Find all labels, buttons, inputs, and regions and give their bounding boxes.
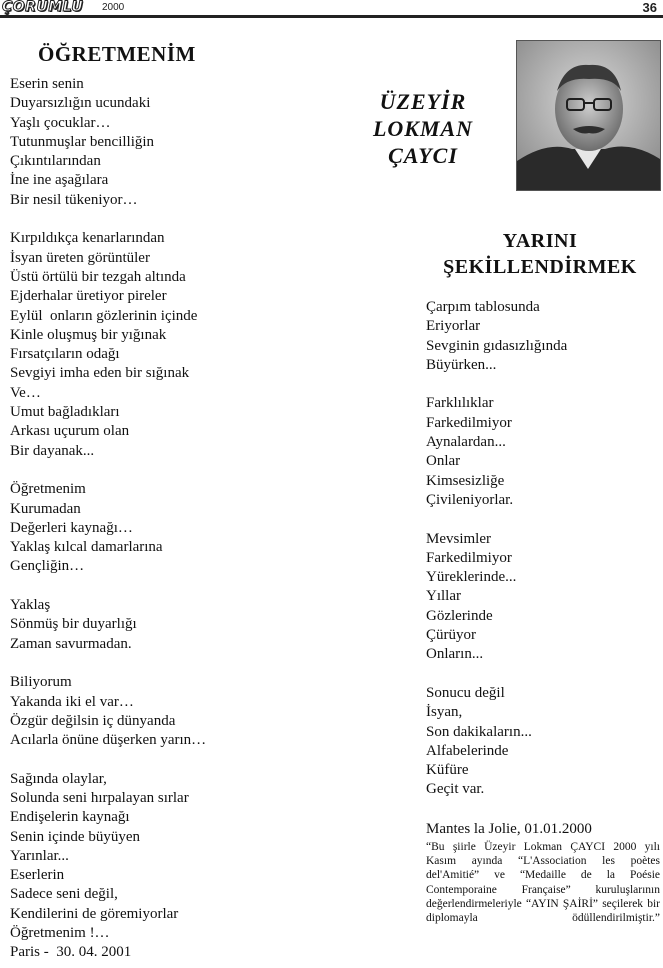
right-poem-line: Onlar bbox=[426, 453, 461, 470]
left-poem-line: Üstü örtülü bir tezgah altında bbox=[10, 268, 186, 285]
author-last-name: ÇAYCI bbox=[388, 143, 458, 168]
left-poem-line: Gençliğin… bbox=[10, 558, 85, 575]
left-poem-line: Eserlerin bbox=[10, 867, 65, 884]
right-poem-title bbox=[410, 228, 663, 280]
right-poem-line bbox=[426, 665, 567, 684]
right-poem-line: Sonucu değil bbox=[426, 684, 505, 701]
magazine-logo: ÇORUMLU bbox=[2, 0, 84, 15]
left-poem-line: Kurumadan bbox=[10, 500, 81, 517]
page-header bbox=[0, 0, 663, 18]
left-poem-body bbox=[10, 75, 206, 963]
left-poem-line: Özgür değilsin iç dünyanda bbox=[10, 712, 176, 729]
right-poem-line: Aynalardan... bbox=[426, 434, 506, 451]
left-poem-line: Değerleri kaynağı… bbox=[10, 519, 133, 536]
left-poem-title: ÖĞRETMENİM bbox=[38, 42, 196, 66]
left-poem-line: Tutunmuşlar bencilliğin bbox=[10, 133, 155, 150]
left-poem-line: Kinle oluşmuş bir yığınak bbox=[10, 326, 167, 343]
left-poem-line: Öğretmenim !… bbox=[10, 925, 110, 942]
left-poem-line: Sadece seni değil, bbox=[10, 886, 118, 903]
left-poem-line: Kendilerini de göremiyorlar bbox=[10, 905, 179, 922]
header-rule bbox=[0, 15, 663, 18]
left-poem-line: Bir dayanak... bbox=[10, 442, 95, 459]
right-poem-title-line2: ŞEKİLLENDİRMEK bbox=[443, 256, 637, 278]
left-poem-line: İne ine aşağılara bbox=[10, 172, 109, 189]
left-poem-line: Öğretmenim bbox=[10, 481, 86, 498]
left-poem-line bbox=[10, 750, 206, 769]
author-first-name: ÜZEYİR bbox=[379, 89, 467, 114]
left-poem-line: Eserin senin bbox=[10, 76, 84, 92]
left-poem-line bbox=[10, 654, 206, 673]
right-poem-line: Mevsimler bbox=[426, 530, 491, 547]
right-poem-line bbox=[426, 375, 567, 394]
left-poem-line: Yaşlı çocuklar… bbox=[10, 114, 111, 131]
right-poem-line: Sevginin gıdasızlığında bbox=[426, 337, 568, 354]
left-poem-line: Arkası uçurum olan bbox=[10, 423, 130, 440]
left-poem-line: Yaklaş kılcal damarlarına bbox=[10, 539, 163, 556]
right-poem-line: Büyürken... bbox=[426, 356, 497, 373]
left-poem-line: Eylül onların gözlerinin içinde bbox=[10, 307, 198, 324]
left-poem-line bbox=[10, 461, 206, 480]
left-poem-line: Duyarsızlığın ucundaki bbox=[10, 95, 151, 112]
left-poem-line: İsyan üreten görüntüler bbox=[10, 249, 150, 266]
left-poem-line: Çıkıntılarından bbox=[10, 153, 101, 170]
left-poem-line: Bir nesil tükeniyor… bbox=[10, 191, 138, 208]
author-name bbox=[358, 88, 488, 169]
right-poem-line: Farkedilmiyor bbox=[426, 414, 512, 431]
left-poem-line: Endişelerin kaynağı bbox=[10, 809, 130, 826]
left-poem-line: Yakanda iki el var… bbox=[10, 693, 134, 710]
left-poem-line: Umut bağladıkları bbox=[10, 404, 120, 421]
left-poem-line: Sönmüş bir duyarlığı bbox=[10, 616, 137, 633]
author-middle-name: LOKMAN bbox=[372, 116, 474, 141]
right-poem-line: Farkedilmiyor bbox=[426, 549, 512, 566]
right-poem-line: Çarpım tablosunda bbox=[426, 299, 540, 315]
right-poem-line: Yüreklerinde... bbox=[426, 569, 517, 586]
right-poem-line: Son dakikaların... bbox=[426, 723, 532, 740]
left-poem-line: Ejderhalar üretiyor pireler bbox=[10, 288, 167, 305]
left-poem-line bbox=[10, 210, 206, 229]
right-poem-line bbox=[426, 510, 567, 529]
right-poem-line: Alfabelerinde bbox=[426, 742, 509, 759]
right-poem-body bbox=[426, 298, 567, 800]
right-poem-line: Geçit var. bbox=[426, 781, 485, 798]
left-poem-line: Solunda seni hırpalayan sırlar bbox=[10, 789, 189, 806]
right-poem-line: Çürüyor bbox=[426, 627, 476, 644]
left-poem-line: Yaklaş bbox=[10, 597, 51, 614]
left-poem-line: Kırpıldıkça kenarlarından bbox=[10, 230, 165, 247]
right-poem-line: İsyan, bbox=[426, 704, 463, 721]
page-number: 36 bbox=[642, 0, 657, 15]
right-poem-line: Küfüre bbox=[426, 762, 469, 779]
right-poem-title-line1: YARINI bbox=[502, 230, 578, 252]
left-poem-line bbox=[10, 577, 206, 596]
left-poem-line: Ve… bbox=[10, 384, 41, 401]
right-poem-line: Gözlerinde bbox=[426, 607, 493, 624]
left-poem-line: Fırsatçıların odağı bbox=[10, 346, 120, 363]
left-poem-line: Sevgiyi imha eden bir sığınak bbox=[10, 365, 190, 382]
left-poem-line: Paris - 30. 04. 2001 bbox=[10, 944, 132, 961]
left-poem-line: Yarınlar... bbox=[10, 847, 69, 864]
left-poem-line: Sağında olaylar, bbox=[10, 770, 107, 787]
right-poem-line: Yıllar bbox=[426, 588, 461, 605]
place-date: Mantes la Jolie, 01.01.2000 bbox=[426, 821, 592, 837]
left-poem-line: Biliyorum bbox=[10, 674, 72, 691]
right-poem-line: Kimsesizliğe bbox=[426, 472, 505, 489]
award-note: “Bu şiirle Üzeyir Lokman ÇAYCI 2000 yılı Kasım ayında “L'Association les poètes del'Amitié” ve “Medaille de la Poésie Contemporaine Française” kuruluşlarının değerlendirmeleriyle “AYIN ŞAİRİ” seçilerek bir diplomayla ödüllendirilmiştir.” bbox=[426, 841, 660, 925]
left-poem-line: Acılarla önüne düşerken yarın… bbox=[10, 732, 207, 749]
issue-year: 2000 bbox=[102, 2, 125, 13]
right-poem-line: Onların... bbox=[426, 646, 484, 663]
right-poem-line: Farklılıklar bbox=[426, 395, 494, 412]
left-poem-line: Senin içinde büyüyen bbox=[10, 828, 140, 845]
right-poem-line: Eriyorlar bbox=[426, 318, 481, 335]
left-poem-line: Zaman savurmadan. bbox=[10, 635, 132, 652]
right-poem-line: Çivileniyorlar. bbox=[426, 491, 514, 508]
author-photo bbox=[516, 40, 661, 191]
